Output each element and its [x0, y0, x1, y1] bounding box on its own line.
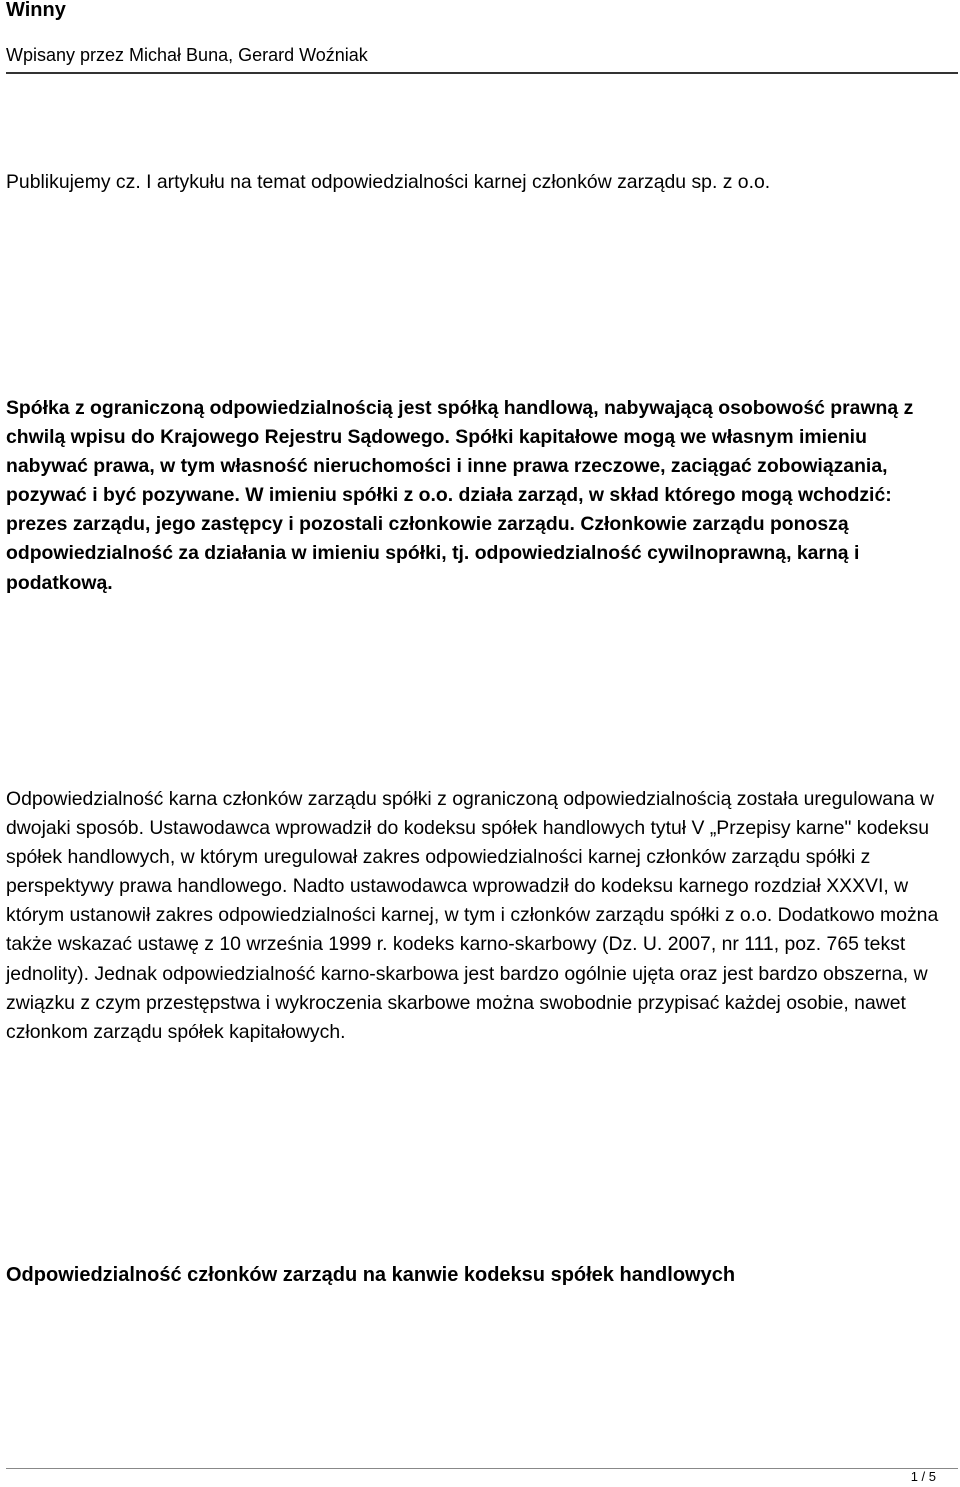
intro-paragraph: Publikujemy cz. I artykułu na temat odpowiedzialności karnej członków zarządu sp. z o.o. — [6, 171, 771, 193]
page-number: 1 / 5 — [910, 1469, 936, 1484]
header-divider — [6, 72, 958, 74]
document-title: Winny — [6, 0, 66, 21]
footer-divider — [6, 1468, 958, 1469]
section-heading: Odpowiedzialność członków zarządu na kanwie kodeksu spółek handlowych — [6, 1264, 736, 1286]
lead-paragraph: Spółka z ograniczoną odpowiedzialnością jest spółką handlową, nabywającą osobowość prawną z chwilą wpisu do Krajowego Rejestru Sądowego. Spółki kapitałowe mogą we własnym imieniu nabywać prawa, w tym własność nieruchomości i inne prawa rzeczowe, zaciągać zobowiązania, pozywać i być pozywane. W imieniu spółki z o.o. działa zarząd, w skład którego mogą wchodzić: prezes zarządu, jego zastępcy i pozostali członkowie zarządu. Członkowie zarządu ponoszą odpowiedzialność za działania w imieniu spółki, tj. odpowiedzialność cywilnoprawną, karną i podatkową. — [6, 397, 914, 594]
body-paragraph: Odpowiedzialność karna członków zarządu spółki z ograniczoną odpowiedzialnością została uregulowana w dwojaki sposób. Ustawodawca wprowadził do kodeksu spółek handlowych tytuł V „Przepisy karne" kodeksu spółek handlowych, w którym uregulował zakres odpowiedzialności karnej członków zarządu spółki z perspektywy prawa handlowego. Nadto ustawodawca wprowadził do kodeksu karnego rozdział XXXVI, w którym ustanowił zakres odpowiedzialności karnej, w tym i członków zarządu spółki z o.o. Dodatkowo można także wskazać ustawę z 10 września 1999 r. kodeks karno-skarbowy (Dz. U. 2007, nr 111, poz. 765 tekst jednolity). Jednak odpowiedzialność karno-skarbowa jest bardzo ogólnie ujęta oraz jest bardzo obszerna, w związku z czym przestępstwa i wykroczenia skarbowe można swobodnie przypisać każdej osobie, nawet członkom zarządu spółek kapitałowych. — [6, 788, 939, 1043]
document-authors: Wpisany przez Michał Buna, Gerard Woźniak — [6, 45, 368, 65]
